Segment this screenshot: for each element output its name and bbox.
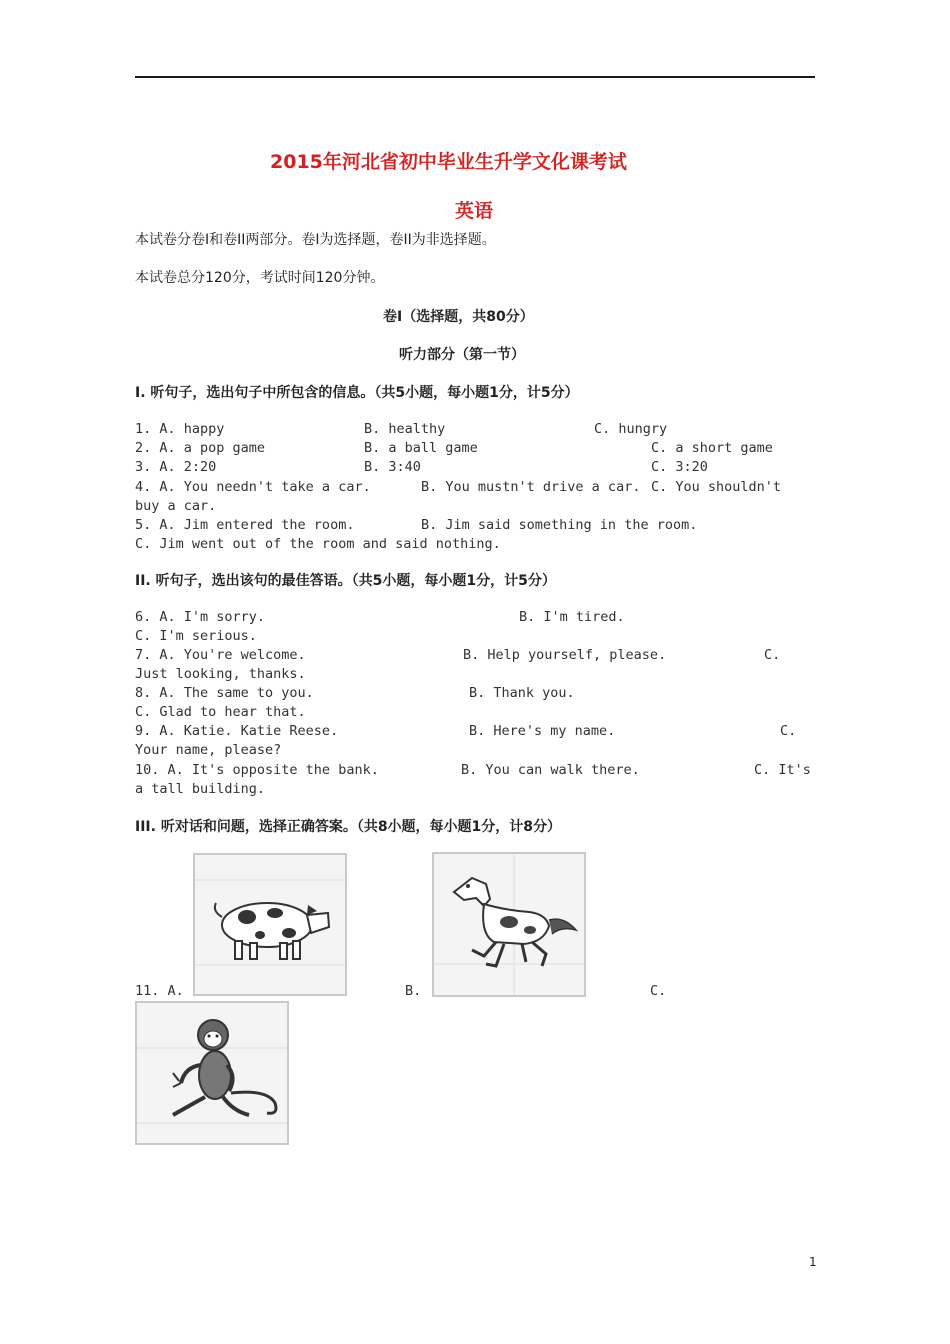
q8-option-b: B. Thank you. bbox=[469, 685, 575, 701]
q5-option-a: 5. A. Jim entered the room. bbox=[135, 517, 355, 533]
q7-option-c: Just looking, thanks. bbox=[135, 666, 306, 682]
listening-title: 听力部分（第一节） bbox=[399, 347, 525, 363]
q3-option-a: 3. A. 2:20 bbox=[135, 459, 217, 475]
horse-picture bbox=[432, 852, 586, 997]
q1-option-b: B. healthy bbox=[364, 421, 446, 437]
q3-option-c: C. 3:20 bbox=[651, 459, 708, 475]
section3-heading: III. 听对话和问题，选择正确答案。（共8小题，每小题1分，计8分） bbox=[135, 819, 562, 835]
pig-picture bbox=[193, 853, 347, 996]
q10-option-a: 10. A. It's opposite the bank. bbox=[135, 762, 379, 778]
horse-icon bbox=[434, 854, 584, 995]
q2-option-a: 2. A. a pop game bbox=[135, 440, 266, 456]
q4-option-c-cont: buy a car. bbox=[135, 498, 217, 514]
q11-option-b-label: B. bbox=[405, 983, 422, 999]
pig-icon bbox=[195, 855, 345, 994]
q1-option-a: 1. A. happy bbox=[135, 421, 225, 437]
q11-option-c-label: C. bbox=[650, 983, 667, 999]
q10-option-b: B. You can walk there. bbox=[461, 762, 640, 778]
q4-option-b: B. You mustn't drive a car. bbox=[421, 479, 641, 495]
q9-option-b: B. Here's my name. bbox=[469, 723, 616, 739]
page-number: 1 bbox=[809, 1255, 817, 1269]
section2-heading: II. 听句子，选出该句的最佳答语。（共5小题，每小题1分，计5分） bbox=[135, 573, 556, 589]
q5-option-b: B. Jim said something in the room. bbox=[421, 517, 698, 533]
q11-option-a-label: 11. A. bbox=[135, 983, 184, 999]
exam-title: 2015年河北省初中毕业生升学文化课考试 bbox=[270, 151, 627, 173]
monkey-icon bbox=[137, 1003, 287, 1143]
q8-option-a: 8. A. The same to you. bbox=[135, 685, 314, 701]
q2-option-c: C. a short game bbox=[651, 440, 773, 456]
intro-line-1: 本试卷分卷I和卷II两部分。卷I为选择题，卷II为非选择题。 bbox=[135, 232, 496, 248]
q9-option-c: Your name, please? bbox=[135, 742, 282, 758]
top-rule bbox=[135, 76, 815, 78]
q7-option-b: B. Help yourself, please. bbox=[463, 647, 667, 663]
q4-option-c: C. You shouldn't bbox=[651, 479, 782, 495]
section1-heading: I. 听句子，选出句子中所包含的信息。（共5小题，每小题1分，计5分） bbox=[135, 385, 579, 401]
q5-option-c: C. Jim went out of the room and said nothing. bbox=[135, 536, 501, 552]
monkey-picture bbox=[135, 1001, 289, 1145]
q2-option-b: B. a ball game bbox=[364, 440, 478, 456]
q9-option-a: 9. A. Katie. Katie Reese. bbox=[135, 723, 339, 739]
q9-option-c-label: C. bbox=[780, 723, 797, 739]
q6-option-c: C. I'm serious. bbox=[135, 628, 257, 644]
q3-option-b: B. 3:40 bbox=[364, 459, 421, 475]
q10-option-c: a tall building. bbox=[135, 781, 266, 797]
q6-option-b: B. I'm tired. bbox=[519, 609, 625, 625]
q7-option-a: 7. A. You're welcome. bbox=[135, 647, 306, 663]
intro-line-2: 本试卷总分120分，考试时间120分钟。 bbox=[135, 270, 385, 286]
q6-option-a: 6. A. I'm sorry. bbox=[135, 609, 266, 625]
paper1-title: 卷I（选择题，共80分） bbox=[383, 309, 534, 325]
q10-option-c-label: C. It's bbox=[754, 762, 811, 778]
q4-option-a: 4. A. You needn't take a car. bbox=[135, 479, 371, 495]
subject-title: 英语 bbox=[455, 200, 494, 222]
q1-option-c: C. hungry bbox=[594, 421, 668, 437]
q8-option-c: C. Glad to hear that. bbox=[135, 704, 306, 720]
q7-option-c-label: C. bbox=[764, 647, 781, 663]
